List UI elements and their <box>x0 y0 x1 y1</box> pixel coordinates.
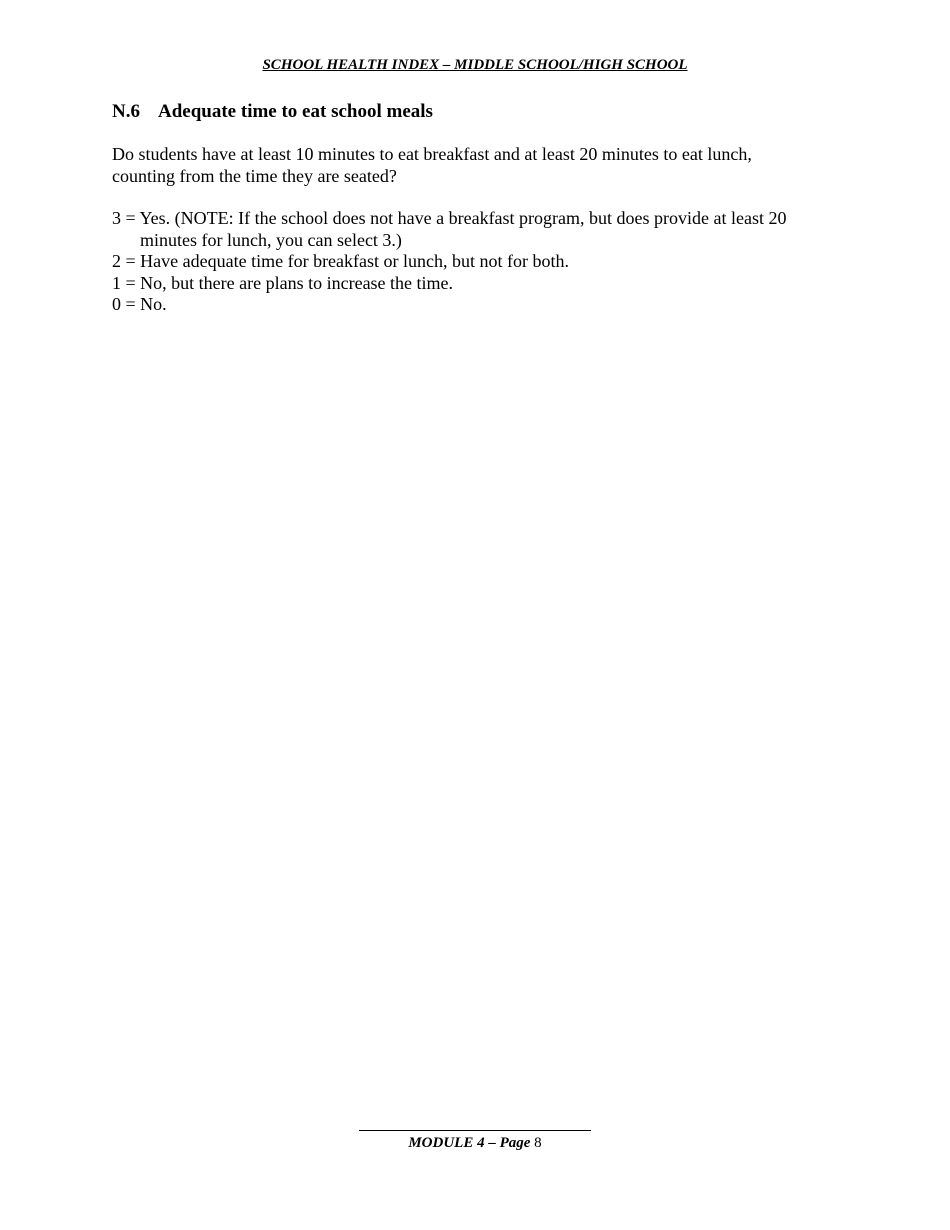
answer-option-2: 2 = Have adequate time for breakfast or lunch, but not for both. <box>112 251 570 271</box>
answer-option-1: 1 = No, but there are plans to increase the time. <box>112 272 454 293</box>
footer-text <box>0 1134 950 1152</box>
section-title: Adequate time to eat school meals <box>158 101 433 122</box>
section-number: N.6 <box>112 101 140 122</box>
section-heading <box>112 101 433 123</box>
answer-option-0: 0 = No. <box>112 294 167 314</box>
footer-divider <box>359 1130 591 1131</box>
page-header: SCHOOL HEALTH INDEX – MIDDLE SCHOOL/HIGH SCHOOL <box>262 57 688 73</box>
footer-module-label: MODULE 4 – Page <box>408 1135 531 1151</box>
footer-page-number: 8 <box>534 1135 542 1151</box>
page-footer <box>0 1120 950 1152</box>
answer-option-3: 3 = Yes. (NOTE: If the school does not have a breakfast program, but does provide at least 20 minutes for lunch, you can select 3.) <box>112 208 787 250</box>
answer-list <box>112 208 832 316</box>
question-text: Do students have at least 10 minutes to eat breakfast and at least 20 minutes to eat lunch, counting from the time they are seated? <box>112 144 752 186</box>
